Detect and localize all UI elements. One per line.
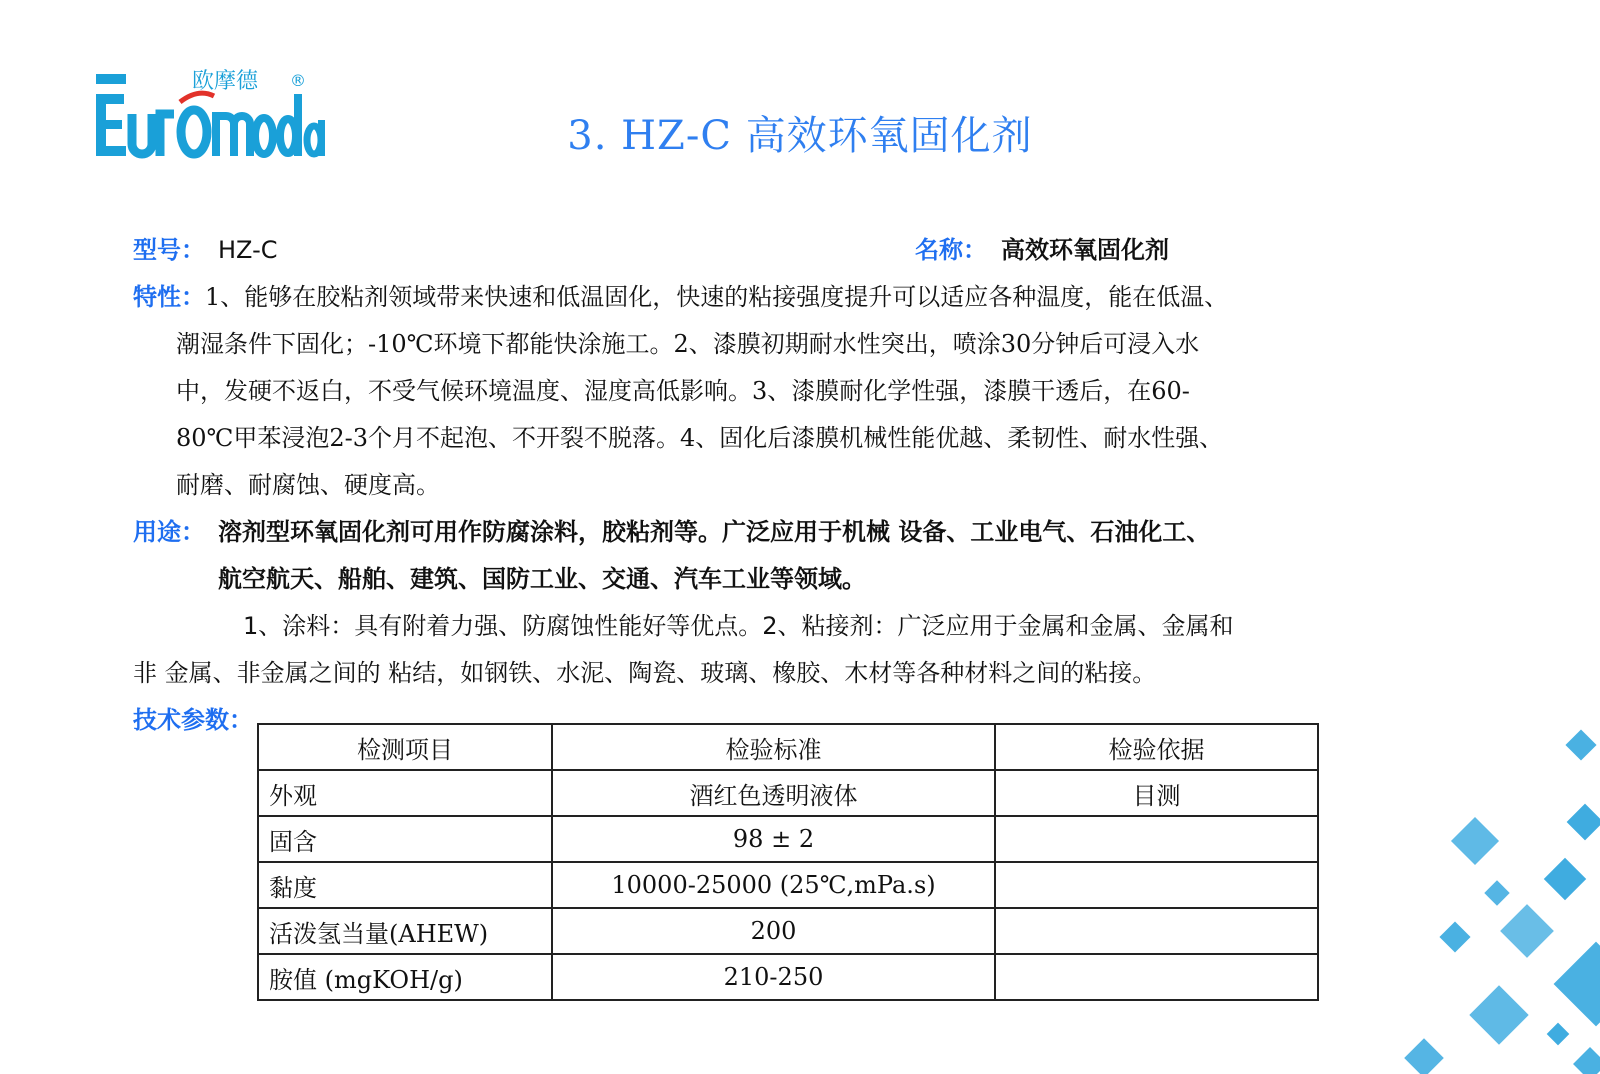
table-row [258, 816, 1318, 862]
usage-detail [133, 603, 1433, 697]
table-cell: 98 ± 2 [552, 816, 995, 862]
tech-label: 技术参数： [133, 706, 253, 734]
table-cell: 210-250 [552, 954, 995, 1000]
table-header-cell: 检验标准 [552, 724, 995, 770]
table-row [258, 908, 1318, 954]
table-cell [995, 862, 1318, 908]
decorative-diamonds [1340, 714, 1600, 1074]
name-value: 高效环氧固化剂 [1001, 236, 1169, 264]
page-title: 3. HZ-C 高效环氧固化剂 [567, 113, 1033, 159]
table-row [258, 770, 1318, 816]
table-cell [995, 908, 1318, 954]
table-header-row [258, 724, 1318, 770]
table-cell: 10000-25000 (25℃,mPa.s) [552, 862, 995, 908]
table-cell: 200 [552, 908, 995, 954]
logo-en-name: Euromoda [96, 66, 102, 67]
usage-detail-line: 1、涂料：具有附着力强、防腐蚀性能好等优点。2、粘接剂：广泛应用于金属和金属、金属和 [243, 612, 1234, 640]
table-cell [995, 954, 1318, 1000]
model-value: HZ-C [218, 236, 278, 264]
table-cell: 酒红色透明液体 [552, 770, 995, 816]
table-cell: 黏度 [258, 862, 552, 908]
usage-detail-line: 非 金属、非金属之间的 粘结，如钢铁、水泥、陶瓷、玻璃、橡胶、木材等各种材料之间的粘接。 [133, 659, 1157, 687]
features-line: 1、能够在胶粘剂领域带来快速和低温固化，快速的粘接强度提升可以适应各种温度，能在低温、 [205, 283, 1229, 311]
features-line: 耐磨、耐腐蚀、硬度高。 [176, 471, 440, 499]
table-cell: 目测 [995, 770, 1318, 816]
usage-line: 溶剂型环氧固化剂可用作防腐涂料，胶粘剂等。广泛应用于机械 设备、工业电气、石油化工、 [218, 518, 1211, 546]
product-content [133, 227, 1433, 744]
table-cell [995, 816, 1318, 862]
usage-section [133, 509, 1433, 603]
name-label: 名称： [915, 236, 987, 264]
table-header-cell: 检验依据 [995, 724, 1318, 770]
features-line: 潮湿条件下固化；-10℃环境下都能快涂施工。2、漆膜初期耐水性突出，喷涂30分钟后可浸入水 [176, 330, 1200, 358]
model-label: 型号： [133, 236, 205, 264]
table-cell: 活泼氢当量(AHEW) [258, 908, 552, 954]
logo-cn-name: 欧摩德 [192, 69, 259, 94]
model-name-row [133, 227, 1433, 274]
table-cell: 胺值 (mgKOH/g) [258, 954, 552, 1000]
table-row [258, 954, 1318, 1000]
table-header-cell: 检测项目 [258, 724, 552, 770]
features-line: 80℃甲苯浸泡2-3个月不起泡、不开裂不脱落。4、固化后漆膜机械性能优越、柔韧性、耐水性强、 [176, 424, 1224, 452]
features-line: 中，发硬不返白，不受气候环境温度、湿度高低影响。3、漆膜耐化学性强，漆膜干透后，在60- [176, 377, 1190, 405]
features-label: 特性： [133, 283, 205, 311]
table-cell: 固含 [258, 816, 552, 862]
usage-line: 航空航天、船舶、建筑、国防工业、交通、汽车工业等领域。 [218, 565, 866, 593]
table-row [258, 862, 1318, 908]
logo-registered-mark: ® [290, 71, 306, 90]
features-section [133, 274, 1433, 509]
table-cell: 外观 [258, 770, 552, 816]
tech-params-table [257, 723, 1319, 1001]
usage-label: 用途： [133, 518, 205, 546]
